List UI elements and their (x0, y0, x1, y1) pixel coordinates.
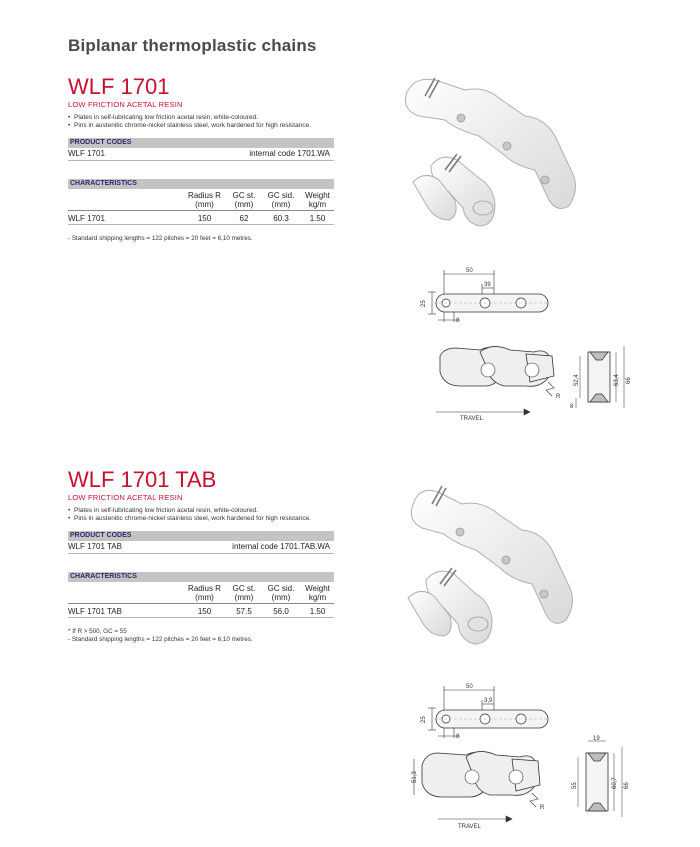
dim-label: 51,3 (412, 771, 418, 783)
gc-sid-value: 60.3 (261, 211, 301, 225)
product-subtitle: LOW FRICTION ACETAL RESIN (68, 493, 183, 502)
dim-label: 25 (421, 716, 427, 723)
product-code: WLF 1701 TAB (68, 542, 122, 551)
chain-top-view-2 (414, 680, 554, 742)
internal-code: internal code 1701.TAB.WA (232, 542, 330, 551)
chain-side-view-2 (408, 735, 640, 835)
dim-label: 52,4 (574, 374, 580, 386)
shipping-note: - Standard shipping lengths = 122 pitches = 20 feet = 6,10 metres. (68, 636, 253, 643)
table-header-row (68, 582, 334, 604)
chain-side-view-1 (430, 342, 640, 427)
feature-item: • Pins in austenitic chrome-nickel stainless steel, work hardened for high resistance. (68, 515, 334, 523)
product-code-row (68, 148, 334, 161)
shipping-note: - Standard shipping lengths = 122 pitches = 20 feet = 6,10 metres. (68, 235, 253, 242)
row-name: WLF 1701 TAB (68, 604, 182, 618)
radius-value: 150 (182, 604, 227, 618)
dim-label: 19 (593, 736, 600, 742)
gc-st-value: 57.5 (227, 604, 261, 618)
column-header: GC st. (mm) (227, 189, 261, 211)
feature-item: • Pins in austenitic chrome-nickel stainless steel, work hardened for high resistance. (68, 122, 334, 130)
radius-value: 150 (182, 211, 227, 225)
footnote: * If R > 500, GC = 55 (68, 628, 127, 635)
feature-list (68, 114, 334, 130)
dim-label: 66 (624, 782, 630, 789)
product-section-wlf1701 (68, 75, 334, 243)
feature-item: • Plates in self-lubricating low friction acetal resin, white-coloured. (68, 507, 334, 515)
column-header: Weight kg/m (301, 582, 334, 604)
dim-label: 60,7 (612, 777, 618, 789)
dim-label: TRAVEL (458, 824, 481, 830)
product-title: WLF 1701 TAB (68, 467, 217, 492)
feature-list (68, 507, 334, 523)
dim-label: 50 (466, 268, 473, 274)
column-header: GC st. (mm) (227, 582, 261, 604)
dim-label: 8 (570, 404, 574, 410)
product-subtitle: LOW FRICTION ACETAL RESIN (68, 100, 183, 109)
chain-photo-1 (395, 70, 590, 240)
product-codes-header: PRODUCT CODES (68, 138, 334, 148)
dim-label: TRAVEL (460, 416, 483, 422)
characteristics-header: CHARACTERISTICS (68, 179, 334, 189)
column-header: GC sid. (mm) (261, 582, 301, 604)
characteristics-table (68, 582, 334, 618)
gc-st-value: 62 (227, 211, 261, 225)
product-code-row (68, 541, 334, 554)
dim-label: 50 (466, 684, 473, 690)
characteristics-table (68, 189, 334, 225)
dim-label: 63,4 (614, 374, 620, 386)
weight-value: 1.50 (301, 604, 334, 618)
table-row (68, 604, 334, 618)
product-code: WLF 1701 (68, 149, 105, 158)
weight-value: 1.50 (301, 211, 334, 225)
column-header: Radius R (mm) (182, 189, 227, 211)
page-title: Biplanar thermoplastic chains (68, 36, 317, 55)
column-header: GC sid. (mm) (261, 189, 301, 211)
feature-item: • Plates in self-lubricating low friction acetal resin, white-coloured. (68, 114, 334, 122)
characteristics-header: CHARACTERISTICS (68, 572, 334, 582)
row-name: WLF 1701 (68, 211, 182, 225)
dim-label: R (540, 805, 545, 811)
dim-label: 55 (572, 782, 578, 789)
dim-label: 3,9 (484, 698, 493, 704)
chain-top-view-1 (414, 264, 554, 326)
dim-label: 8 (456, 734, 460, 740)
dim-label: 8 (456, 318, 460, 324)
gc-sid-value: 56.0 (261, 604, 301, 618)
table-row (68, 211, 334, 225)
dim-label: 39 (484, 282, 491, 288)
chain-photo-2 (398, 480, 593, 660)
product-section-wlf1701tab (68, 468, 334, 644)
table-header-row (68, 189, 334, 211)
dim-label: 25 (421, 300, 427, 307)
dim-label: 66 (626, 377, 632, 384)
product-title: WLF 1701 (68, 74, 170, 99)
dim-label: R (556, 394, 561, 400)
internal-code: internal code 1701.WA (249, 149, 330, 158)
product-codes-header: PRODUCT CODES (68, 531, 334, 541)
column-header: Weight kg/m (301, 189, 334, 211)
column-header: Radius R (mm) (182, 582, 227, 604)
